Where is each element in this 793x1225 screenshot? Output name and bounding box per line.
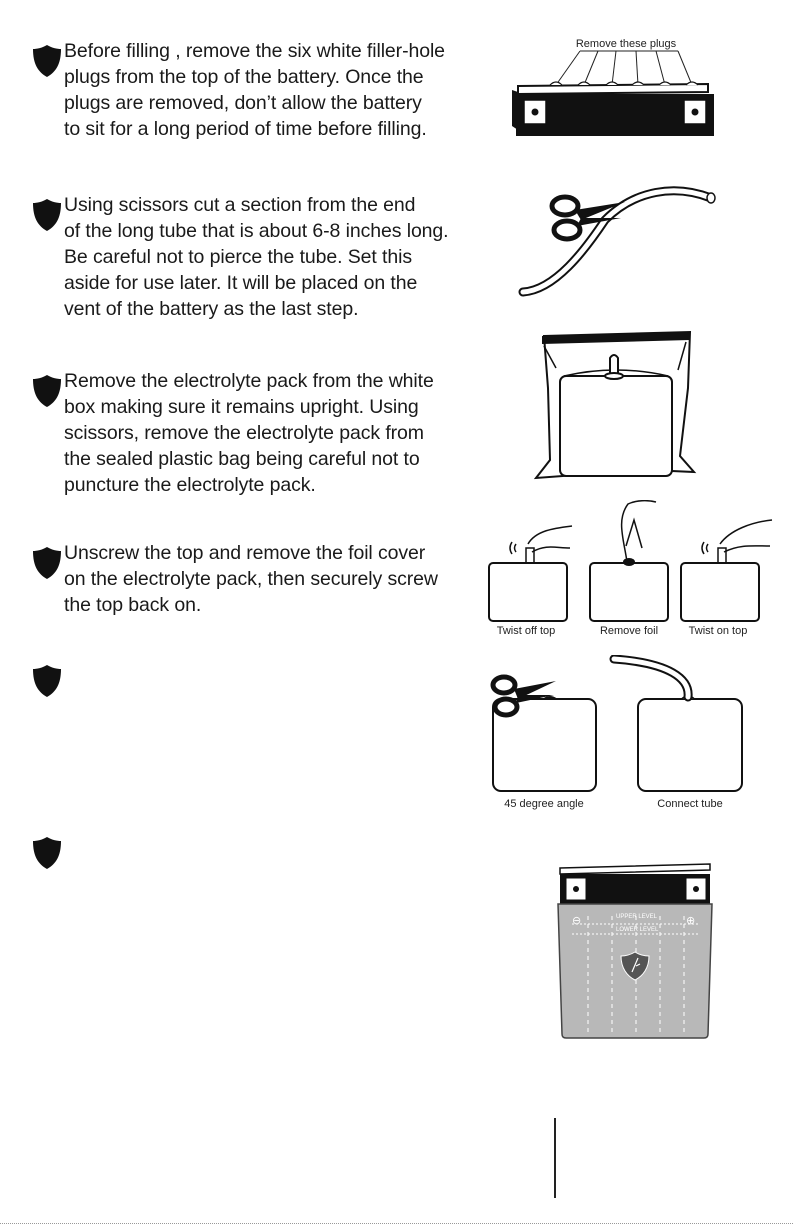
remove-plugs-caption: Remove these plugs (575, 38, 677, 50)
scissors-icon (552, 197, 625, 239)
step-2 (32, 192, 477, 322)
twist-foil-figure (486, 500, 788, 640)
battery-levels-figure (550, 856, 720, 1042)
bottom-dotted-rule (0, 1223, 793, 1224)
upper-level-label: UPPER LEVEL (616, 914, 658, 920)
step-4 (32, 540, 477, 618)
step-4-text: Unscrew the top and remove the foil cover on the electrolyte pack, then securely screw the top back on. (64, 542, 438, 616)
scissors-tube-figure (515, 180, 725, 305)
plus-terminal-symbol: ⊕ (686, 914, 696, 927)
shield-icon (32, 664, 62, 698)
caption-45-degree: 45 degree angle (504, 798, 584, 810)
shield-icon (32, 546, 62, 580)
shield-icon (32, 374, 62, 408)
caption-twist-on: Twist on top (688, 625, 748, 637)
step-1-text: Before filling , remove the six white filler-hole plugs from the top of the battery. Once the plugs are removed, don’t allow the battery to sit for a long period of time before filling. (64, 40, 445, 140)
minus-terminal-symbol: ⊖ (572, 914, 582, 927)
column-divider (554, 1118, 556, 1198)
caption-connect-tube: Connect tube (657, 798, 723, 810)
caption-remove-foil: Remove foil (599, 625, 659, 637)
step-1 (32, 38, 477, 142)
shield-icon (32, 198, 62, 232)
cut-connect-figure (490, 655, 755, 813)
step-3-text: Remove the electrolyte pack from the white box making sure it remains upright. Using scissors, remove the electrolyte pack from the sealed plastic bag being careful not to puncture the electrolyte pack. (64, 370, 434, 496)
shield-icon (32, 44, 62, 78)
caption-twist-off: Twist off top (496, 625, 556, 637)
battery-plugs-figure (508, 30, 723, 142)
electrolyte-bag-figure (530, 328, 700, 486)
shield-icon (32, 836, 62, 870)
step-2-text: Using scissors cut a section from the end of the long tube that is about 6-8 inches long. Be careful not to pierce the tube. Set this aside for use later. It will be placed on the vent of the battery as the last step. (64, 194, 449, 320)
step-3 (32, 368, 477, 498)
lower-level-label: LOWER LEVEL (616, 927, 659, 933)
